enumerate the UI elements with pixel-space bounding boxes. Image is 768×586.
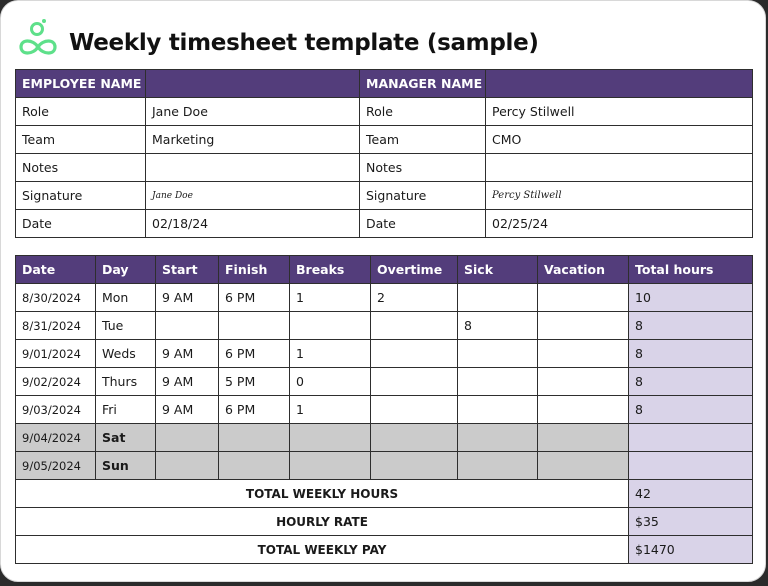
start-cell[interactable]: 9 AM <box>156 340 219 368</box>
manager-notes-label: Notes <box>360 154 486 182</box>
hourly-rate-label: HOURLY RATE <box>16 508 629 536</box>
employee-signature-value[interactable]: Jane Doe <box>146 182 360 210</box>
breaks-cell[interactable] <box>290 424 371 452</box>
day-cell[interactable]: Sun <box>96 452 156 480</box>
employee-notes-value[interactable] <box>146 154 360 182</box>
col-header-day: Day <box>96 256 156 284</box>
table-row <box>16 368 753 396</box>
col-header-vacation: Vacation <box>538 256 629 284</box>
table-row <box>16 340 753 368</box>
date-cell[interactable]: 9/02/2024 <box>16 368 96 396</box>
finish-cell[interactable] <box>219 424 290 452</box>
vacation-cell[interactable] <box>538 368 629 396</box>
overtime-cell[interactable] <box>371 424 458 452</box>
employee-name-header: EMPLOYEE NAME <box>16 70 146 98</box>
vacation-cell[interactable] <box>538 340 629 368</box>
manager-notes-value[interactable] <box>486 154 753 182</box>
overtime-cell[interactable]: 2 <box>371 284 458 312</box>
employee-team-value[interactable]: Marketing <box>146 126 360 154</box>
total-hours-cell[interactable]: 8 <box>629 312 753 340</box>
employee-team-label: Team <box>16 126 146 154</box>
employee-role-value[interactable]: Jane Doe <box>146 98 360 126</box>
manager-role-value[interactable]: Percy Stilwell <box>486 98 753 126</box>
table-row <box>16 312 753 340</box>
total-hours-cell[interactable]: 8 <box>629 396 753 424</box>
finish-cell[interactable] <box>219 452 290 480</box>
total-weekly-hours-label: TOTAL WEEKLY HOURS <box>16 480 629 508</box>
hourly-rate-value[interactable]: $35 <box>629 508 753 536</box>
date-cell[interactable]: 9/05/2024 <box>16 452 96 480</box>
info-row-notes <box>16 154 753 182</box>
overtime-cell[interactable] <box>371 312 458 340</box>
day-cell[interactable]: Weds <box>96 340 156 368</box>
sick-cell[interactable] <box>458 340 538 368</box>
page-title: Weekly timesheet template (sample) <box>69 30 539 56</box>
employee-date-label: Date <box>16 210 146 238</box>
vacation-cell[interactable] <box>538 312 629 340</box>
total-hours-cell[interactable]: 8 <box>629 368 753 396</box>
date-cell[interactable]: 8/30/2024 <box>16 284 96 312</box>
total-hours-cell[interactable] <box>629 452 753 480</box>
col-header-start: Start <box>156 256 219 284</box>
table-row <box>16 284 753 312</box>
finish-cell[interactable]: 5 PM <box>219 368 290 396</box>
total-hours-cell[interactable]: 10 <box>629 284 753 312</box>
col-header-sick: Sick <box>458 256 538 284</box>
info-header-row <box>16 70 753 98</box>
employee-role-label: Role <box>16 98 146 126</box>
finish-cell[interactable]: 6 PM <box>219 340 290 368</box>
manager-role-label: Role <box>360 98 486 126</box>
breaks-cell[interactable] <box>290 452 371 480</box>
start-cell[interactable] <box>156 424 219 452</box>
col-header-date: Date <box>16 256 96 284</box>
date-cell[interactable]: 9/01/2024 <box>16 340 96 368</box>
breaks-cell[interactable]: 0 <box>290 368 371 396</box>
total-weekly-hours-value[interactable]: 42 <box>629 480 753 508</box>
sick-cell[interactable] <box>458 284 538 312</box>
total-hours-cell[interactable] <box>629 424 753 452</box>
date-cell[interactable]: 8/31/2024 <box>16 312 96 340</box>
manager-date-value[interactable]: 02/25/24 <box>486 210 753 238</box>
total-weekly-pay-value[interactable]: $1470 <box>629 536 753 564</box>
overtime-cell[interactable] <box>371 340 458 368</box>
vacation-cell[interactable] <box>538 452 629 480</box>
breaks-cell[interactable] <box>290 312 371 340</box>
employee-date-value[interactable]: 02/18/24 <box>146 210 360 238</box>
day-cell[interactable]: Thurs <box>96 368 156 396</box>
overtime-cell[interactable] <box>371 396 458 424</box>
manager-signature-label: Signature <box>360 182 486 210</box>
infinity-person-logo-icon <box>15 17 61 59</box>
date-cell[interactable]: 9/04/2024 <box>16 424 96 452</box>
col-header-breaks: Breaks <box>290 256 371 284</box>
info-row-role <box>16 98 753 126</box>
manager-team-label: Team <box>360 126 486 154</box>
sick-cell[interactable]: 8 <box>458 312 538 340</box>
start-cell[interactable] <box>156 452 219 480</box>
info-row-team <box>16 126 753 154</box>
sick-cell[interactable] <box>458 396 538 424</box>
employee-name-value[interactable] <box>146 70 360 98</box>
finish-cell[interactable]: 6 PM <box>219 284 290 312</box>
weekly-hours-table <box>15 255 753 564</box>
day-cell[interactable]: Tue <box>96 312 156 340</box>
start-cell[interactable]: 9 AM <box>156 284 219 312</box>
vacation-cell[interactable] <box>538 284 629 312</box>
day-cell[interactable]: Mon <box>96 284 156 312</box>
start-cell[interactable]: 9 AM <box>156 368 219 396</box>
total-hours-cell[interactable]: 8 <box>629 340 753 368</box>
vacation-cell[interactable] <box>538 424 629 452</box>
finish-cell[interactable]: 6 PM <box>219 396 290 424</box>
employee-manager-info-table <box>15 69 753 238</box>
info-row-signature <box>16 182 753 210</box>
col-header-total-hours: Total hours <box>629 256 753 284</box>
summary-row-total-weekly-pay <box>16 536 753 564</box>
day-cell[interactable]: Sat <box>96 424 156 452</box>
manager-name-header: MANAGER NAME <box>360 70 486 98</box>
sick-cell[interactable] <box>458 368 538 396</box>
col-header-overtime: Overtime <box>371 256 458 284</box>
title-row <box>15 13 539 63</box>
total-weekly-pay-label: TOTAL WEEKLY PAY <box>16 536 629 564</box>
table-row-weekend <box>16 452 753 480</box>
finish-cell[interactable] <box>219 312 290 340</box>
info-row-date <box>16 210 753 238</box>
overtime-cell[interactable] <box>371 452 458 480</box>
table-row-weekend <box>16 424 753 452</box>
start-cell[interactable] <box>156 312 219 340</box>
sick-cell[interactable] <box>458 424 538 452</box>
employee-signature-label: Signature <box>16 182 146 210</box>
vacation-cell[interactable] <box>538 396 629 424</box>
breaks-cell[interactable]: 1 <box>290 284 371 312</box>
employee-notes-label: Notes <box>16 154 146 182</box>
col-header-finish: Finish <box>219 256 290 284</box>
summary-row-hourly-rate <box>16 508 753 536</box>
manager-team-value[interactable]: CMO <box>486 126 753 154</box>
sick-cell[interactable] <box>458 452 538 480</box>
manager-name-value[interactable] <box>486 70 753 98</box>
breaks-cell[interactable]: 1 <box>290 396 371 424</box>
start-cell[interactable]: 9 AM <box>156 396 219 424</box>
manager-signature-value[interactable]: Percy Stilwell <box>486 182 753 210</box>
summary-row-total-weekly-hours <box>16 480 753 508</box>
timesheet-header-row <box>16 256 753 284</box>
manager-date-label: Date <box>360 210 486 238</box>
date-cell[interactable]: 9/03/2024 <box>16 396 96 424</box>
table-row <box>16 396 753 424</box>
breaks-cell[interactable]: 1 <box>290 340 371 368</box>
overtime-cell[interactable] <box>371 368 458 396</box>
day-cell[interactable]: Fri <box>96 396 156 424</box>
